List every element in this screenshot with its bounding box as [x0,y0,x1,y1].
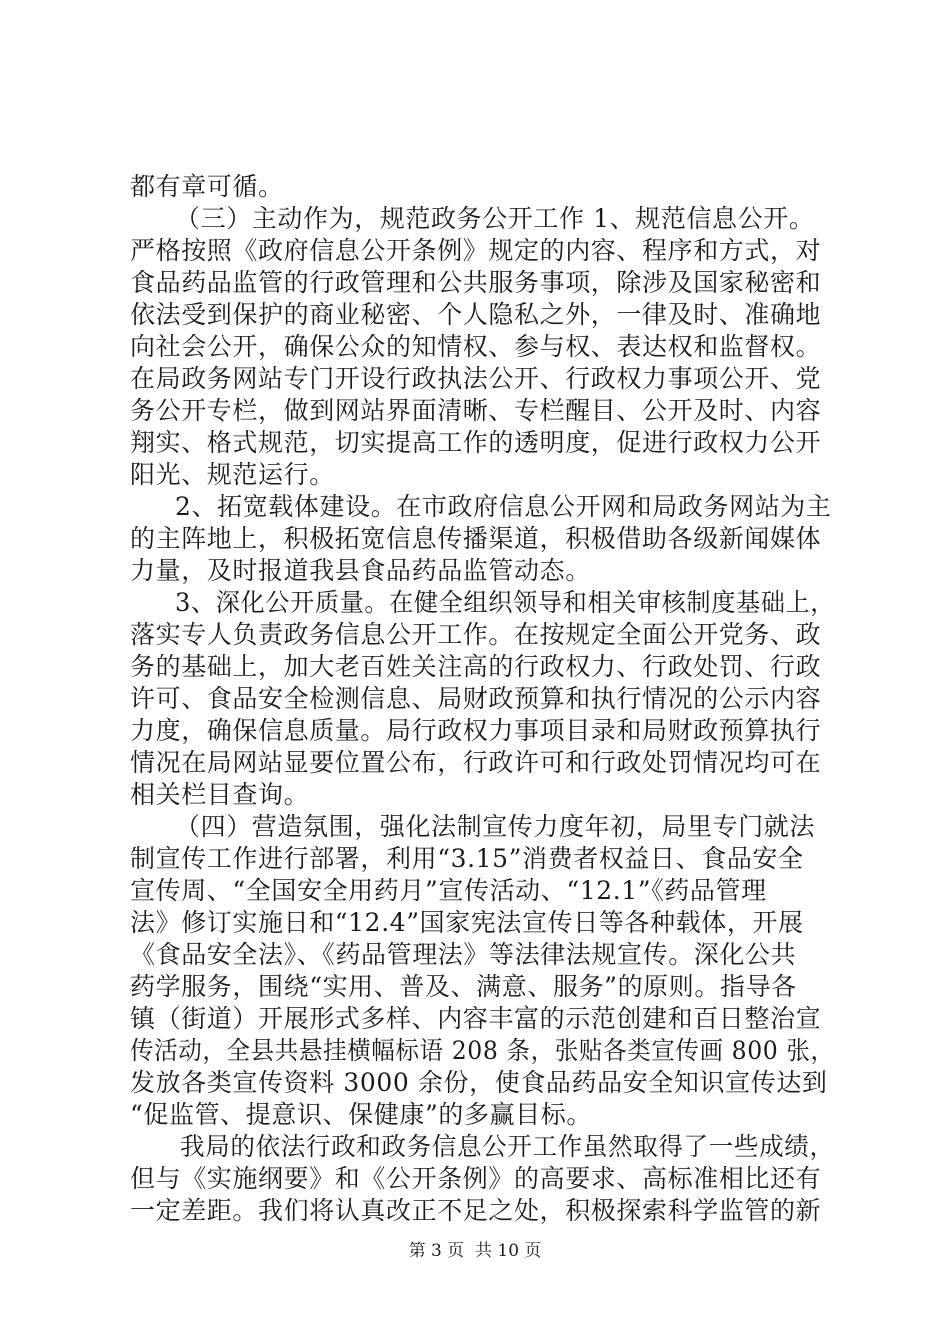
text-line: 务公开专栏，做到网站界面清晰、专栏醒目、公开及时、内容 [130,396,822,425]
text-line: 发放各类宣传资料 3000 余份，使食品药品安全知识宣传达到 [130,1068,828,1097]
text-line: 情况在局网站显要位置公布，行政许可和行政处罚情况均可在 [130,748,822,777]
text-line: “促监管、提意识、保健康”的多赢目标。 [130,1100,592,1129]
text-line: 翔实、格式规范，切实提高工作的透明度，促进行政权力公开 [130,428,822,457]
text-line: 依法受到保护的商业秘密、个人隐私之外，一律及时、准确地 [130,300,822,329]
text-line: 药学服务，围绕“实用、普及、满意、服务”的原则。指导各 [130,972,797,1001]
text-line: 食品药品监管的行政管理和公共服务事项，除涉及国家秘密和 [130,268,822,297]
text-line: 许可、食品安全检测信息、局财政预算和执行情况的公示内容 [130,684,822,713]
text-line: 向社会公开，确保公众的知情权、参与权、表达权和监督权。 [130,332,822,361]
page-number-footer: 第 3 页 共 10 页 [408,1241,542,1261]
text-line: 力量，及时报道我县食品药品监管动态。 [130,556,591,585]
text-line: 阳光、规范运行。 [130,460,335,489]
text-line: 的主阵地上，积极拓宽信息传播渠道，积极借助各级新闻媒体 [130,524,822,553]
text-line: 《食品安全法》、《药品管理法》等法律法规宣传。深化公共 [130,940,797,969]
section-heading: （三）主动作为，规范政务公开工作 1、规范信息公开。 [175,204,815,233]
text-line: 相关栏目查询。 [130,780,310,809]
text-line: 一定差距。我们将认真改正不足之处，积极探索科学监管的新 [130,1196,822,1225]
section-heading: （四）营造氛围，强化法制宣传力度年初，局里专门就法 [175,812,816,841]
text-line: 制宣传工作进行部署，利用“3.15”消费者权益日、食品安全 [130,844,804,873]
text-line: 严格按照《政府信息公开条例》规定的内容、程序和方式，对 [130,236,822,265]
paragraph-start: 3、深化公开质量。在健全组织领导和相关审核制度基础上， [175,588,836,617]
text-line: 都有章可循。 [130,172,284,201]
text-line: 力度，确保信息质量。局行政权力事项目录和局财政预算执行 [130,716,822,745]
text-line: 在局政务网站专门开设行政执法公开、行政权力事项公开、党 [130,364,822,393]
text-line: 宣传周、“全国安全用药月”宣传活动、“12.1”《药品管理 [130,876,767,905]
text-line: 镇（街道）开展形式多样、内容丰富的示范创建和百日整治宣 [130,1004,822,1033]
text-line: 但与《实施纲要》和《公开条例》的高要求、高标准相比还有 [130,1164,822,1193]
text-line: 务的基础上，加大老百姓关注高的行政权力、行政处罚、行政 [130,652,822,681]
text-line: 落实专人负责政务信息公开工作。在按规定全面公开党务、政 [130,620,822,649]
text-line: 传活动，全县共悬挂横幅标语 208 条，张贴各类宣传画 800 张， [130,1036,835,1065]
text-line: 法》修订实施日和“12.4”国家宪法宣传日等各种载体，开展 [130,908,804,937]
paragraph-start: 2、拓宽载体建设。在市政府信息公开网和局政务网站为主 [175,492,832,521]
paragraph-start: 我局的依法行政和政务信息公开工作虽然取得了一些成绩， [180,1132,835,1161]
